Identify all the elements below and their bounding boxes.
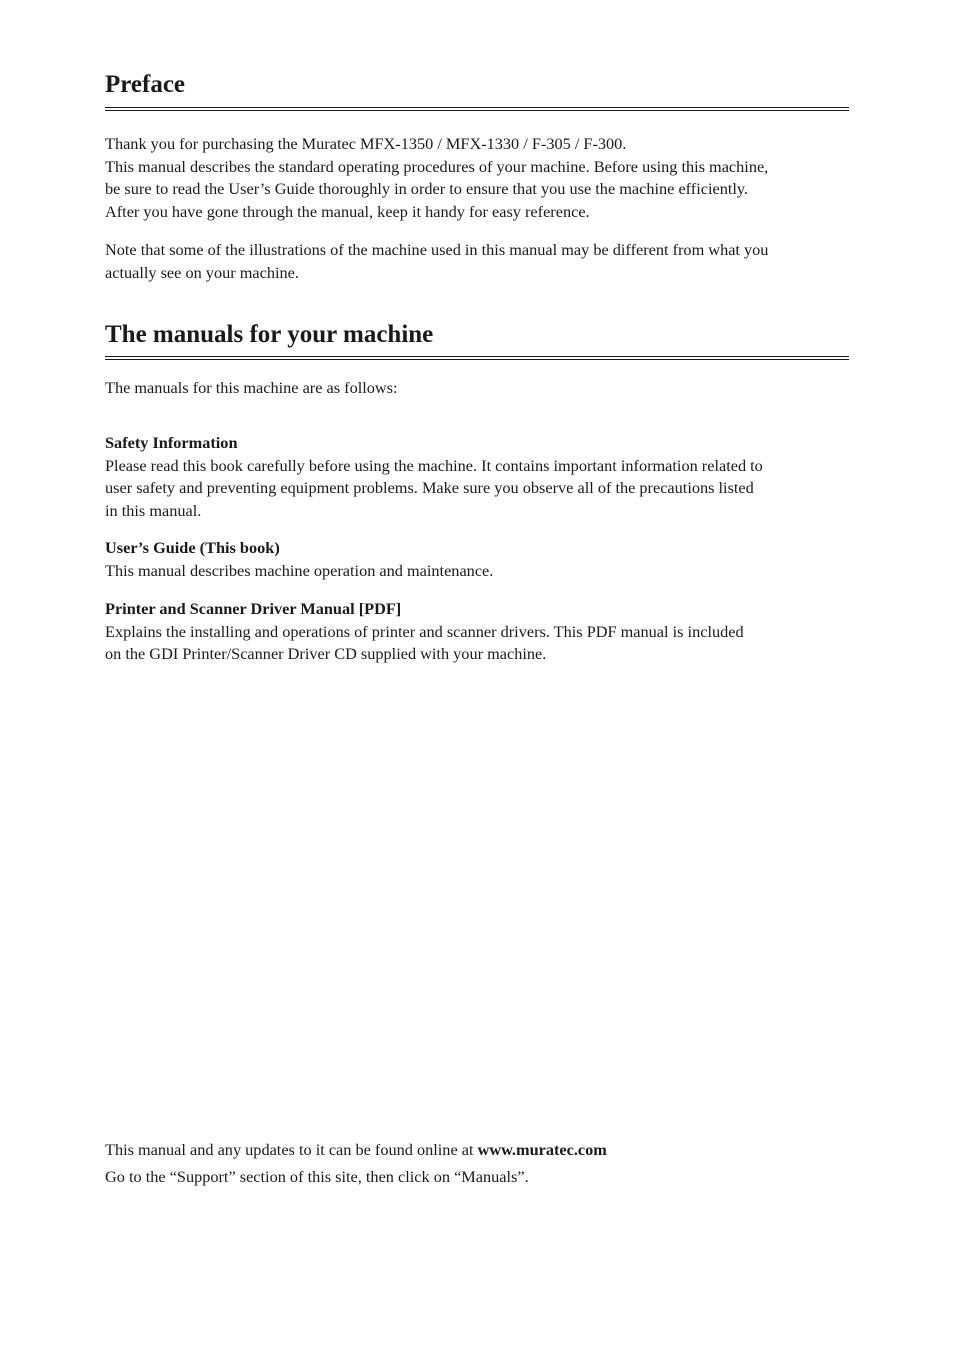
- manual-item-line: Please read this book carefully before using the machine. It contains important information related to: [105, 455, 763, 475]
- preface-heading: Preface: [105, 71, 186, 98]
- manual-item-title: User’s Guide (This book): [105, 538, 280, 557]
- manual-item-line: Explains the installing and operations of printer and scanner drivers. This PDF manual is included: [105, 621, 744, 641]
- manual-item-line: user safety and preventing equipment problems. Make sure you observe all of the precautions listed: [105, 478, 754, 498]
- preface-paragraph-2: [105, 239, 849, 284]
- manuals-rule: [105, 356, 849, 360]
- manuals-intro-text: The manuals for this machine are as follows:: [105, 378, 398, 397]
- manual-item-title: Safety Information: [105, 433, 238, 452]
- preface-line: This manual describes the standard operating procedures of your machine. Before using this machine,: [105, 156, 769, 176]
- manual-item-driver-manual: [105, 598, 849, 666]
- preface-paragraph-1: [105, 133, 849, 223]
- manual-item-safety: [105, 432, 849, 522]
- online-note: [105, 1136, 849, 1190]
- muratec-url: www.muratec.com: [477, 1140, 607, 1159]
- preface-line: actually see on your machine.: [105, 262, 299, 282]
- preface-line: Thank you for purchasing the Muratec MFX-1350 / MFX-1330 / F-305 / F-300.: [105, 134, 627, 153]
- manuals-heading: The manuals for your machine: [105, 321, 434, 348]
- preface-line: be sure to read the User’s Guide thoroughly in order to ensure that you use the machine efficiently.: [105, 179, 749, 199]
- manual-item-title: Printer and Scanner Driver Manual [PDF]: [105, 599, 402, 618]
- manual-item-line: This manual describes machine operation and maintenance.: [105, 560, 494, 580]
- preface-rule: [105, 107, 849, 111]
- preface-line: Note that some of the illustrations of the machine used in this manual may be different from what you: [105, 240, 769, 259]
- manuals-intro: [105, 377, 849, 400]
- preface-line: After you have gone through the manual, keep it handy for easy reference.: [105, 201, 590, 221]
- online-note-line-1: [105, 1136, 849, 1163]
- manual-item-line: in this manual.: [105, 500, 202, 520]
- manual-item-users-guide: [105, 537, 849, 582]
- manual-item-line: on the GDI Printer/Scanner Driver CD supplied with your machine.: [105, 644, 547, 664]
- online-note-line-2: Go to the “Support” section of this site, then click on “Manuals”.: [105, 1167, 529, 1186]
- online-note-text: This manual and any updates to it can be found online at: [105, 1140, 478, 1159]
